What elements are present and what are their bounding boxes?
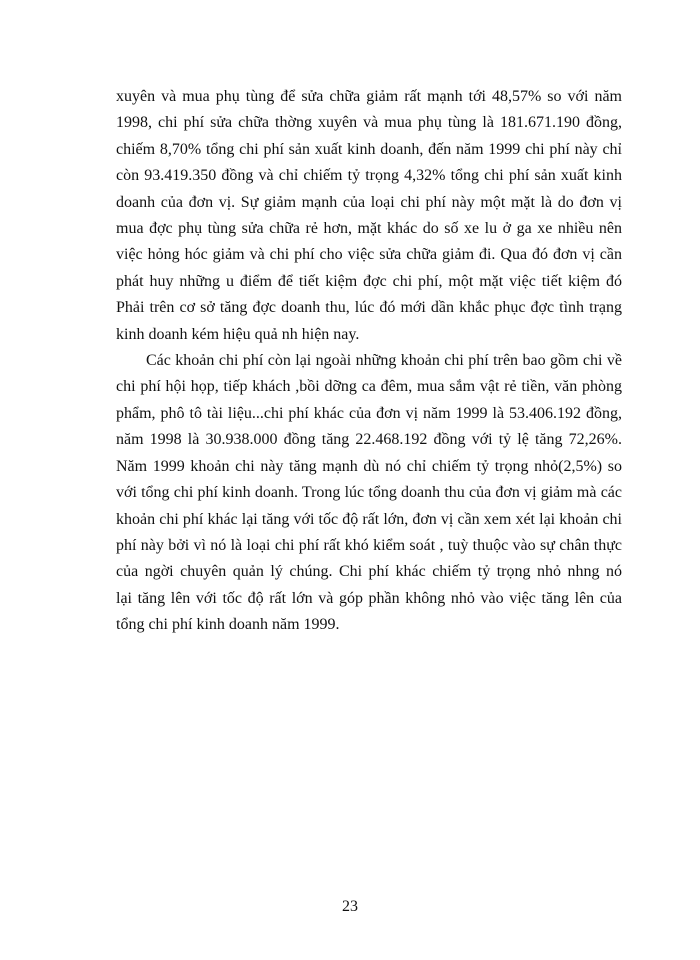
- text-line: Phải trên cơ sở tăng đợc doanh thu, lúc đó mới dần khắc phục đợc tình trạng: [116, 299, 622, 317]
- text-line: chiếm 8,70% tổng chi phí sản xuất kinh doanh, đến năm 1999 chi phí này chỉ: [116, 140, 622, 158]
- text-line: doanh của đơn vị. Sự giảm mạnh của loại chi phí này một mặt là do đơn vị: [116, 193, 622, 211]
- text-line: Năm 1999 khoản chi này tăng mạnh dù nó chỉ chiếm tỷ trọng nhỏ(2,5%) so: [116, 457, 622, 475]
- text-line: năm 1998 là 30.938.000 đồng tăng 22.468.192 đồng với tỷ lệ tăng 72,26%.: [116, 431, 622, 449]
- text-line: với tổng chi phí kinh doanh. Trong lúc tổng doanh thu của đơn vị giảm mà các: [116, 484, 622, 502]
- text-line: phẩm, phô tô tài liệu...chi phí khác của đơn vị năm 1999 là 53.406.192 đồng,: [116, 404, 622, 422]
- text-line: còn 93.419.350 đồng và chỉ chiếm tỷ trọng 4,32% tổng chi phí sản xuất kinh: [116, 167, 622, 185]
- body-text: [116, 84, 622, 639]
- text-line: phí này bởi vì nó là loại chi phí rất khó kiểm soát , tuỳ thuộc vào sự chân thực: [116, 536, 622, 554]
- text-line: lại tăng lên với tốc độ rất lớn và góp phần không nhỏ vào việc tăng lên của: [116, 589, 622, 607]
- text-line: phát huy những u điểm để tiết kiệm đợc chi phí, một mặt việc tiết kiệm đó: [116, 272, 622, 290]
- text-line: 1998, chi phí sửa chữa thờng xuyên và mua phụ tùng là 181.671.190 đồng,: [116, 114, 622, 132]
- page-number: 23: [342, 898, 358, 915]
- text-line: của ngời chuyên quản lý chúng. Chi phí khác chiếm tỷ trọng nhỏ nhng nó: [116, 563, 622, 581]
- paragraph-repair-costs: [116, 84, 622, 348]
- text-line: khoản chi phí khác lại tăng với tốc độ rất lớn, đơn vị cần xem xét lại khoản chi: [116, 510, 622, 528]
- text-line: mua đợc phụ tùng sửa chữa rẻ hơn, mặt khác do số xe lu ở ga xe nhiều nên: [116, 220, 622, 238]
- text-line: kinh doanh kém hiệu quả nh hiện nay.: [116, 325, 360, 343]
- text-line: xuyên và mua phụ tùng để sửa chữa giảm rất mạnh tới 48,57% so với năm: [116, 88, 622, 105]
- paragraph-other-costs: [116, 348, 622, 638]
- text-line: việc hỏng hóc giảm và chi phí cho việc sửa chữa giảm đi. Qua đó đơn vị cần: [116, 246, 622, 264]
- text-line: tổng chi phí kinh doanh năm 1999.: [116, 616, 340, 634]
- text-line: Các khoản chi phí còn lại ngoài những khoản chi phí trên bao gồm chi về: [146, 352, 622, 370]
- text-line: chi phí hội họp, tiếp khách ,bồi dỡng ca đêm, mua sắm vật rẻ tiền, văn phòng: [116, 378, 622, 396]
